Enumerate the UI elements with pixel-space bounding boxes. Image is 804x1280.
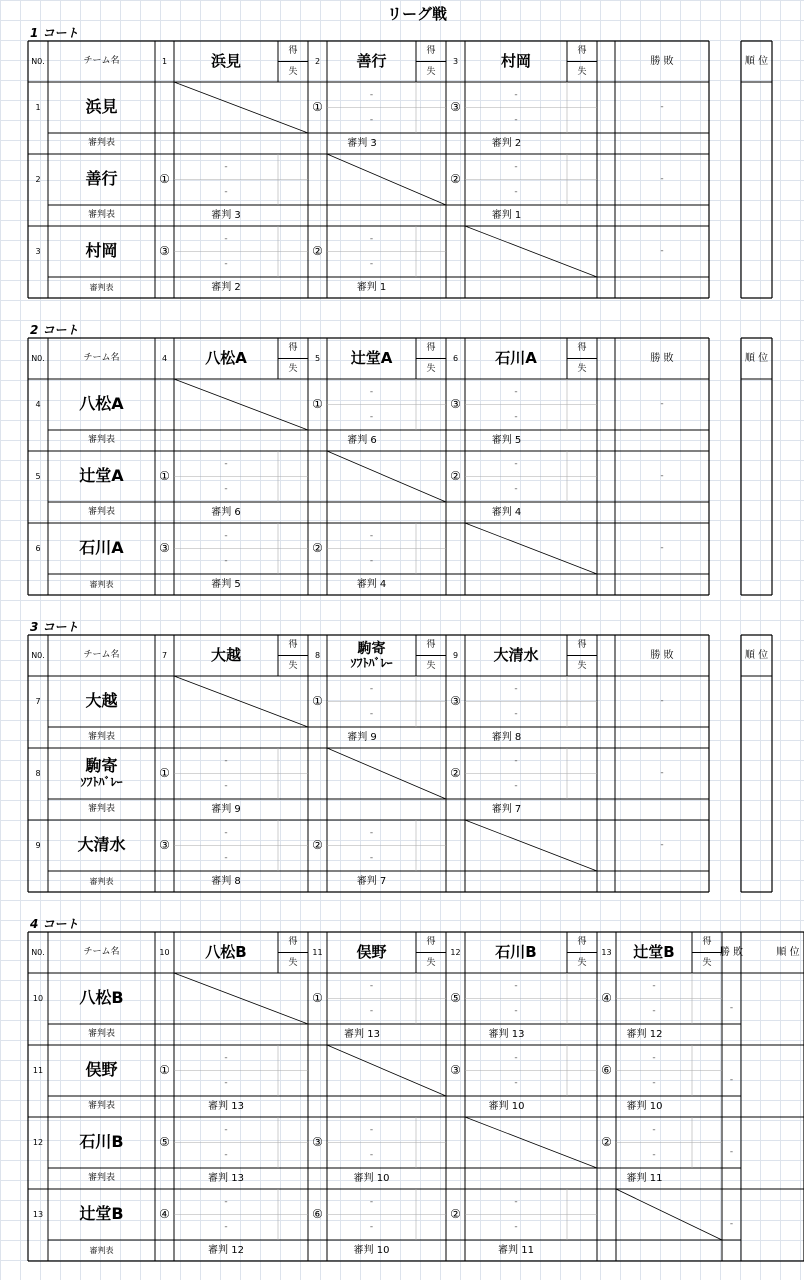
team-name: 駒寄	[357, 640, 386, 657]
win-loss-value[interactable]: -	[729, 1147, 734, 1158]
row-team-number: 6	[35, 543, 41, 553]
header-points-for: 得	[577, 46, 587, 57]
referee-label: 審判 1	[356, 281, 387, 293]
header-team-number: 9	[452, 650, 459, 660]
score-against[interactable]: -	[514, 484, 518, 495]
score-for[interactable]: -	[224, 458, 228, 469]
header-points-for: 得	[577, 343, 587, 354]
score-for[interactable]: -	[224, 161, 228, 172]
header-points-for: 得	[426, 46, 436, 57]
score-against[interactable]: -	[652, 1078, 656, 1089]
court-label: 3 コート	[30, 620, 79, 634]
match-order: ③	[450, 1062, 461, 1077]
match-order: ③	[159, 540, 170, 555]
team-name: 辻堂B	[633, 942, 675, 961]
referee-label: 審判 13	[488, 1028, 525, 1040]
win-loss-value[interactable]: -	[660, 102, 664, 113]
header-team-number: 7	[161, 650, 168, 660]
score-against[interactable]: -	[652, 1006, 656, 1017]
scoresheet-label: 審判表	[89, 282, 114, 292]
score-against[interactable]: -	[369, 1222, 374, 1233]
header-team-name	[174, 932, 278, 973]
header-rank: 順 位	[744, 649, 769, 661]
scoresheet-label: 審判表	[87, 732, 115, 743]
score-against[interactable]: -	[514, 1222, 518, 1233]
score-for[interactable]: -	[224, 827, 228, 838]
score-against[interactable]: -	[224, 1150, 228, 1161]
header-points-against: 失	[577, 66, 587, 77]
team-name: 村岡	[500, 51, 531, 70]
team-name: 石川A	[79, 538, 124, 558]
score-for[interactable]: -	[514, 755, 518, 766]
header-no: N0.	[31, 650, 45, 660]
match-order: ②	[450, 468, 461, 483]
header-team-number: 12	[450, 947, 461, 957]
score-against[interactable]: -	[369, 853, 374, 864]
score-against[interactable]: -	[224, 781, 228, 792]
score-for[interactable]: -	[224, 530, 228, 541]
score-for[interactable]: -	[369, 827, 374, 838]
referee-label: 審判 1	[491, 209, 522, 221]
diagonal-line	[616, 1189, 722, 1240]
match-order: ⑤	[159, 1134, 170, 1149]
scoresheet-label: 審判表	[89, 579, 114, 589]
header-points-against: 失	[577, 957, 587, 968]
referee-label: 審判 11	[626, 1172, 663, 1184]
match-order: ③	[159, 243, 170, 258]
referee-label: 審判 5	[211, 578, 241, 590]
scoresheet-label: 審判表	[87, 435, 115, 446]
score-for[interactable]: -	[514, 683, 518, 694]
referee-label: 審判 4	[491, 506, 522, 518]
header-team-number: 13	[601, 947, 612, 957]
header-points-for: 得	[577, 640, 587, 651]
win-loss-value[interactable]: -	[660, 696, 664, 707]
row-team-number: 8	[35, 768, 41, 778]
header-win-loss: 勝 敗	[650, 55, 674, 67]
header-team-name	[327, 932, 416, 973]
score-against[interactable]: -	[369, 709, 374, 720]
team-name: 石川B	[79, 1132, 124, 1152]
row-team-name	[48, 1189, 155, 1240]
score-for[interactable]: -	[514, 161, 518, 172]
row-team-number: 7	[35, 696, 41, 706]
row-team-name	[48, 973, 155, 1024]
referee-label: 審判 2	[211, 281, 241, 293]
win-loss-value[interactable]: -	[660, 174, 664, 185]
referee-label: 審判 3	[211, 209, 241, 221]
score-against[interactable]: -	[652, 1150, 656, 1161]
score-against[interactable]: -	[369, 556, 374, 567]
score-for[interactable]: -	[369, 530, 374, 541]
header-win-loss: 勝 敗	[650, 649, 674, 661]
score-against[interactable]: -	[514, 115, 518, 126]
team-name: 石川A	[495, 348, 537, 367]
scoresheet-label: 審判表	[87, 804, 115, 815]
referee-label: 審判 12	[208, 1244, 244, 1256]
header-points-against: 失	[426, 957, 436, 968]
team-name: 辻堂A	[350, 348, 393, 367]
match-order: ②	[312, 837, 323, 852]
team-name: 辻堂A	[79, 466, 124, 486]
match-order: ④	[159, 1206, 170, 1221]
header-no: N0.	[31, 56, 45, 66]
scoresheet-label: 審判表	[87, 1029, 115, 1040]
team-name: 浜見	[85, 97, 118, 117]
header-points-for: 得	[426, 937, 436, 948]
referee-label: 審判 5	[491, 434, 522, 446]
referee-label: 審判 2	[491, 137, 522, 149]
score-against[interactable]: -	[369, 259, 374, 270]
header-no: N0.	[31, 353, 45, 363]
scoresheet-label: 審判表	[87, 1101, 115, 1112]
score-against[interactable]: -	[224, 187, 228, 198]
header-no: N0.	[31, 947, 45, 957]
row-team-number: 1	[35, 102, 41, 112]
referee-label: 審判 4	[356, 578, 387, 590]
score-for[interactable]: -	[224, 1196, 228, 1207]
score-for[interactable]: -	[514, 458, 518, 469]
win-loss-value[interactable]: -	[660, 471, 664, 482]
header-team-number: 4	[161, 353, 168, 363]
score-against[interactable]: -	[224, 484, 228, 495]
row-team-number: 10	[32, 993, 44, 1003]
win-loss-value[interactable]: -	[660, 768, 664, 779]
header-points-for: 得	[288, 937, 298, 948]
row-team-number: 5	[35, 471, 41, 481]
team-name: 八松A	[79, 394, 124, 414]
score-against[interactable]: -	[514, 1078, 518, 1089]
win-loss-value[interactable]: -	[729, 1075, 734, 1086]
referee-label: 審判 3	[347, 137, 377, 149]
team-name: 村岡	[85, 241, 118, 261]
header-team-name: チーム名	[83, 650, 120, 661]
header-team-number: 8	[314, 650, 321, 660]
referee-label: 審判 11	[498, 1244, 534, 1256]
header-points-for: 得	[426, 343, 436, 354]
team-name-sub: ｿﾌﾄﾊﾞﾚｰ	[350, 655, 393, 670]
court-label: 4 コート	[30, 917, 79, 931]
score-for[interactable]: -	[369, 683, 374, 694]
score-for[interactable]: -	[514, 980, 518, 991]
referee-label: 審判 10	[353, 1172, 390, 1184]
referee-label: 審判 7	[356, 875, 387, 887]
win-loss-value[interactable]: -	[660, 399, 664, 410]
referee-label: 審判 12	[626, 1028, 663, 1040]
team-name: 辻堂B	[79, 1204, 124, 1224]
referee-label: 審判 13	[344, 1028, 380, 1040]
header-points-against: 失	[577, 660, 587, 671]
referee-label: 審判 6	[211, 506, 241, 518]
team-name: 浜見	[210, 51, 241, 70]
match-order: ②	[312, 243, 323, 258]
match-order: ③	[450, 693, 461, 708]
team-name: 大清水	[77, 835, 126, 855]
score-for[interactable]: -	[369, 386, 374, 397]
match-order: ②	[450, 1206, 461, 1221]
header-team-name: チーム名	[83, 353, 120, 364]
header-team-number: 10	[159, 947, 170, 957]
row-team-name	[48, 1045, 155, 1096]
match-order: ①	[312, 99, 323, 114]
referee-label: 審判 7	[491, 803, 522, 815]
score-against[interactable]: -	[224, 556, 228, 567]
court-label: 2 コート	[30, 323, 79, 337]
row-team-number: 11	[32, 1065, 44, 1075]
score-against[interactable]: -	[369, 1006, 374, 1017]
referee-label: 審判 9	[211, 803, 241, 815]
team-name: 善行	[356, 51, 387, 70]
score-against[interactable]: -	[369, 1150, 374, 1161]
referee-label: 審判 13	[208, 1100, 244, 1112]
referee-label: 審判 10	[488, 1100, 525, 1112]
diagonal-line	[465, 1117, 597, 1168]
score-for[interactable]: -	[652, 1124, 656, 1135]
match-order: ⑥	[601, 1062, 612, 1077]
win-loss-value[interactable]: -	[729, 1003, 734, 1014]
match-order: ⑥	[312, 1206, 323, 1221]
scoresheet-label: 審判表	[87, 1173, 115, 1184]
score-against[interactable]: -	[224, 853, 228, 864]
score-against[interactable]: -	[514, 187, 518, 198]
score-against[interactable]: -	[224, 259, 228, 270]
referee-label: 審判 10	[353, 1244, 390, 1256]
header-points-for: 得	[702, 937, 712, 948]
header-points-against: 失	[288, 957, 298, 968]
score-for[interactable]: -	[224, 1124, 228, 1135]
win-loss-value[interactable]: -	[660, 840, 664, 851]
page-title: リーグ戦	[386, 5, 447, 23]
header-points-against: 失	[577, 363, 587, 374]
score-against[interactable]: -	[514, 412, 518, 423]
header-rank: 順 位	[744, 55, 769, 67]
referee-label: 審判 8	[491, 731, 522, 743]
score-for[interactable]: -	[652, 1052, 656, 1063]
win-loss-value[interactable]: -	[729, 1219, 734, 1230]
score-for[interactable]: -	[369, 1196, 374, 1207]
score-for[interactable]: -	[224, 233, 228, 244]
scoresheet-label: 審判表	[89, 1245, 114, 1255]
header-team-number: 5	[314, 353, 321, 363]
row-team-number: 2	[35, 174, 41, 184]
row-team-number: 12	[32, 1137, 44, 1147]
score-for[interactable]: -	[369, 89, 374, 100]
match-order: ②	[601, 1134, 612, 1149]
header-team-name	[465, 932, 567, 973]
match-order: ②	[312, 540, 323, 555]
score-against[interactable]: -	[224, 1222, 228, 1233]
team-name: 大越	[210, 645, 241, 664]
header-points-for: 得	[288, 343, 298, 354]
score-for[interactable]: -	[652, 980, 656, 991]
header-team-number: 6	[452, 353, 459, 363]
row-team-number: 3	[35, 246, 41, 256]
scoresheet-label: 審判表	[87, 138, 115, 149]
match-order: ①	[312, 990, 323, 1005]
header-win-loss: 勝 敗	[719, 946, 744, 958]
diagonal-line	[327, 1045, 446, 1096]
win-loss-value[interactable]: -	[660, 543, 664, 554]
match-order: ①	[159, 171, 170, 186]
court-label: 1 コート	[30, 26, 79, 40]
score-for[interactable]: -	[224, 755, 228, 766]
referee-label: 審判 10	[626, 1100, 663, 1112]
referee-label: 審判 6	[347, 434, 377, 446]
header-points-for: 得	[577, 937, 587, 948]
match-order: ③	[312, 1134, 323, 1149]
score-against[interactable]: -	[514, 781, 518, 792]
match-order: ⑤	[450, 990, 461, 1005]
score-against[interactable]: -	[369, 115, 374, 126]
match-order: ③	[450, 99, 461, 114]
match-order: ②	[450, 171, 461, 186]
team-name: 大清水	[493, 645, 539, 664]
header-team-number: 11	[312, 947, 323, 957]
referee-label: 審判 9	[347, 731, 377, 743]
team-name: 俣野	[356, 942, 387, 961]
score-against[interactable]: -	[224, 1078, 228, 1089]
match-order: ③	[159, 837, 170, 852]
header-team-number: 2	[314, 56, 321, 66]
header-points-against: 失	[426, 363, 436, 374]
team-name: 石川B	[495, 942, 537, 961]
team-name: 八松A	[205, 348, 247, 367]
header-points-for: 得	[288, 46, 298, 57]
match-order: ①	[159, 468, 170, 483]
header-points-against: 失	[702, 957, 712, 968]
header-rank: 順 位	[776, 946, 800, 958]
team-name: 大越	[85, 691, 118, 711]
match-order: ④	[601, 990, 612, 1005]
header-rank: 順 位	[744, 352, 769, 364]
match-order: ①	[312, 693, 323, 708]
score-for[interactable]: -	[514, 1052, 518, 1063]
row-team-number: 13	[32, 1209, 44, 1219]
match-order: ③	[450, 396, 461, 411]
referee-label: 審判 13	[208, 1172, 244, 1184]
score-against[interactable]: -	[369, 412, 374, 423]
scoresheet-label: 審判表	[87, 210, 115, 221]
header-team-name: チーム名	[83, 56, 120, 67]
score-for[interactable]: -	[514, 1196, 518, 1207]
team-name: 善行	[85, 169, 118, 189]
scoresheet-label: 審判表	[87, 507, 115, 518]
team-name: 八松B	[205, 942, 247, 961]
header-points-against: 失	[288, 66, 298, 77]
score-for[interactable]: -	[514, 386, 518, 397]
header-team-number: 1	[161, 56, 168, 66]
header-points-against: 失	[288, 660, 298, 671]
header-team-number: 3	[452, 56, 459, 66]
score-for[interactable]: -	[224, 1052, 228, 1063]
match-order: ②	[450, 765, 461, 780]
header-team-name: チーム名	[83, 947, 120, 958]
scoresheet-label: 審判表	[89, 876, 114, 886]
match-order: ①	[159, 1062, 170, 1077]
team-name: 俣野	[85, 1060, 118, 1080]
row-team-name	[48, 1117, 155, 1168]
score-for[interactable]: -	[369, 233, 374, 244]
score-against[interactable]: -	[514, 709, 518, 720]
score-against[interactable]: -	[514, 1006, 518, 1017]
referee-label: 審判 8	[211, 875, 241, 887]
row-team-number: 9	[35, 840, 41, 850]
header-points-against: 失	[426, 66, 436, 77]
header-team-name	[616, 932, 692, 973]
team-name: 駒寄	[85, 756, 118, 776]
team-name: 八松B	[79, 988, 124, 1008]
header-points-for: 得	[288, 640, 298, 651]
team-name-sub: ｿﾌﾄﾊﾞﾚｰ	[80, 774, 123, 789]
header-points-for: 得	[426, 640, 436, 651]
score-for[interactable]: -	[369, 980, 374, 991]
score-for[interactable]: -	[514, 89, 518, 100]
header-points-against: 失	[288, 363, 298, 374]
match-order: ①	[159, 765, 170, 780]
header-points-against: 失	[426, 660, 436, 671]
row-team-number: 4	[35, 399, 41, 409]
score-for[interactable]: -	[369, 1124, 374, 1135]
diagonal-line	[174, 973, 308, 1024]
header-win-loss: 勝 敗	[650, 352, 674, 364]
match-order: ①	[312, 396, 323, 411]
win-loss-value[interactable]: -	[660, 246, 664, 257]
